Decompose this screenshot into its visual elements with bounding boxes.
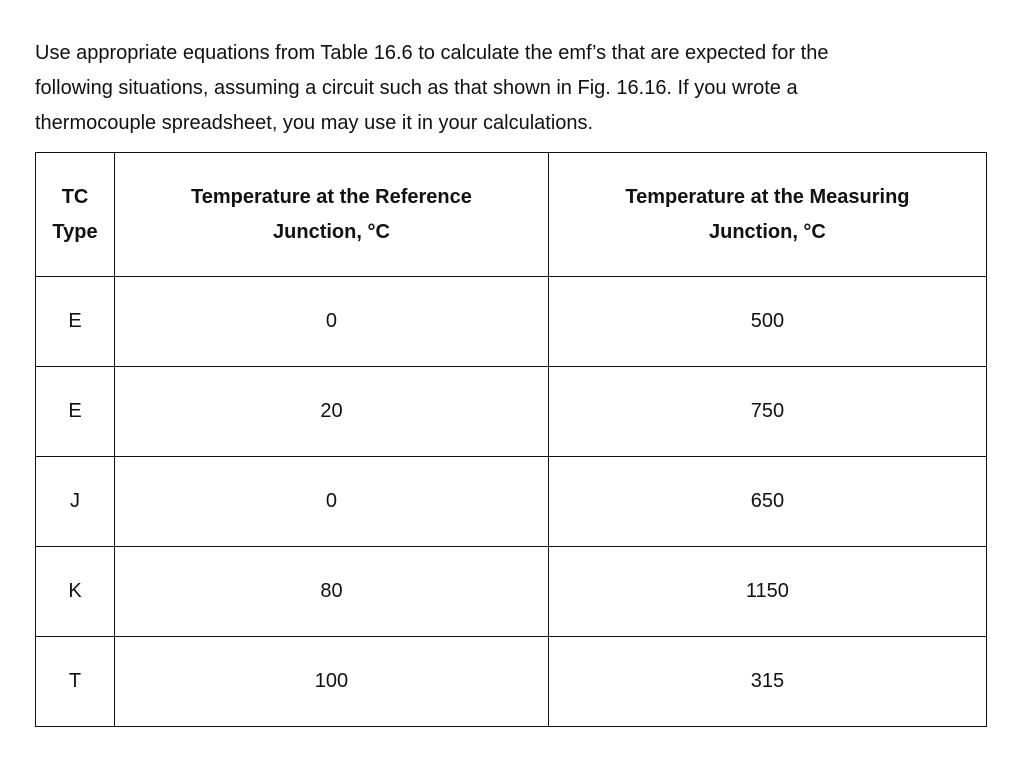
header-measuring-temp	[548, 153, 986, 277]
cell-measuring-temp: 1150	[548, 547, 986, 637]
table-header-row	[36, 153, 987, 277]
problem-statement-line: following situations, assuming a circuit such as that shown in Fig. 16.16. If you wrote a	[35, 77, 798, 99]
header-tc-type-line1: TC	[61, 185, 89, 208]
header-tc-type	[36, 153, 115, 277]
table-row	[36, 637, 987, 727]
header-reference-temp-line1: Temperature at the Reference	[191, 185, 472, 208]
cell-tc-type: T	[36, 637, 115, 727]
cell-tc-type: J	[36, 457, 115, 547]
table-row	[36, 457, 987, 547]
problem-statement-line: Use appropriate equations from Table 16.6 to calculate the emf’s that are expected for the	[35, 42, 829, 64]
cell-reference-temp: 0	[115, 457, 549, 547]
cell-reference-temp: 20	[115, 367, 549, 457]
table-row	[36, 367, 987, 457]
thermocouple-table	[35, 152, 987, 727]
header-reference-temp-line2: Junction, °C	[273, 220, 390, 243]
cell-measuring-temp: 650	[548, 457, 986, 547]
cell-reference-temp: 80	[115, 547, 549, 637]
cell-tc-type: E	[36, 367, 115, 457]
header-tc-type-line2: Type	[52, 220, 98, 243]
cell-tc-type: E	[36, 277, 115, 367]
table-row	[36, 277, 987, 367]
header-reference-temp	[115, 153, 549, 277]
cell-measuring-temp: 750	[548, 367, 986, 457]
problem-statement-line: thermocouple spreadsheet, you may use it in your calculations.	[35, 112, 594, 134]
cell-reference-temp: 100	[115, 637, 549, 727]
cell-measuring-temp: 500	[548, 277, 986, 367]
problem-statement	[35, 36, 995, 141]
header-measuring-temp-line2: Junction, °C	[708, 220, 826, 243]
cell-tc-type: K	[36, 547, 115, 637]
cell-reference-temp: 0	[115, 277, 549, 367]
cell-measuring-temp: 315	[548, 637, 986, 727]
table-row	[36, 547, 987, 637]
header-measuring-temp-line1: Temperature at the Measuring	[625, 185, 910, 208]
